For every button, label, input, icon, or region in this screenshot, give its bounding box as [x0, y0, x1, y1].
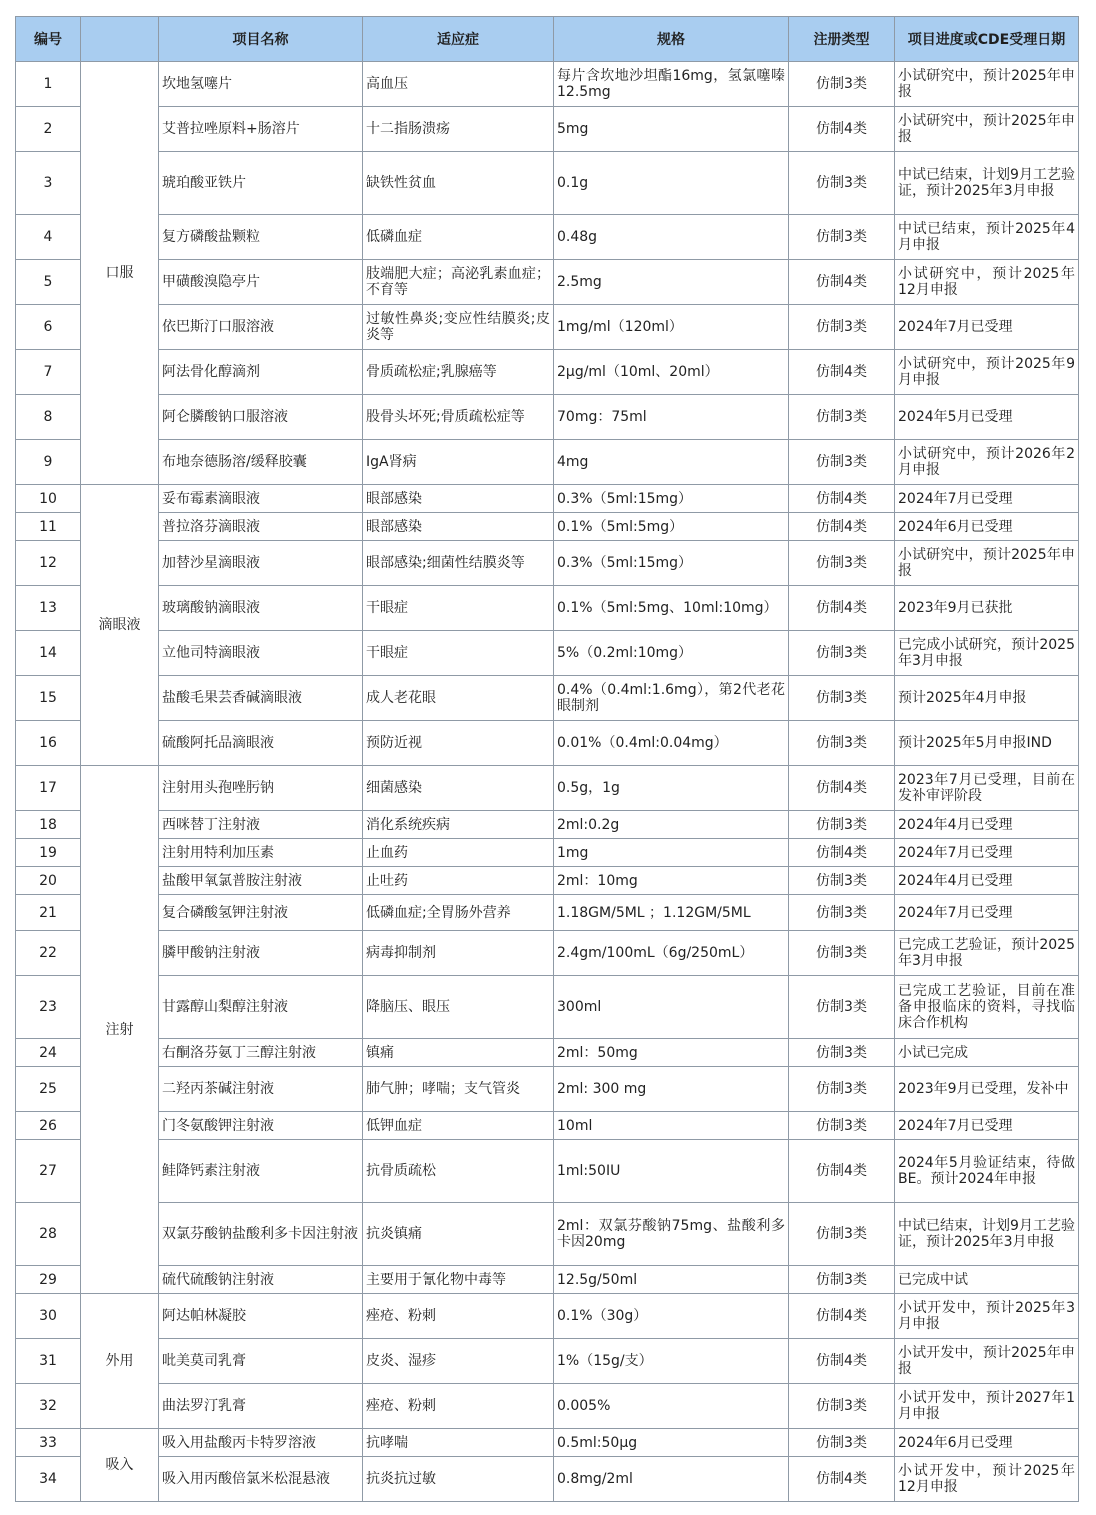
progress-cell: 小试研究中，预计2025年申报 [895, 541, 1079, 586]
table-row [16, 1112, 1079, 1140]
project-name-cell: 曲法罗汀乳膏 [159, 1384, 363, 1429]
specification-cell: 0.5ml:50μg [554, 1429, 789, 1457]
progress-cell: 2024年5月已受理 [895, 395, 1079, 440]
drug-pipeline-table [15, 16, 1079, 1502]
project-name-cell: 阿法骨化醇滴剂 [159, 350, 363, 395]
specification-cell: 0.1g [554, 152, 789, 215]
table-row [16, 1067, 1079, 1112]
registration-type-cell: 仿制3类 [789, 215, 895, 260]
specification-cell: 2ml：10mg [554, 867, 789, 895]
table-row [16, 1339, 1079, 1384]
project-name-cell: 二羟丙茶碱注射液 [159, 1067, 363, 1112]
specification-cell: 0.005% [554, 1384, 789, 1429]
specification-cell: 0.48g [554, 215, 789, 260]
table-row [16, 215, 1079, 260]
progress-cell: 小试研究中，预计2025年申报 [895, 107, 1079, 152]
project-name-cell: 加替沙星滴眼液 [159, 541, 363, 586]
registration-type-cell: 仿制3类 [789, 1266, 895, 1294]
progress-cell: 2023年9月已受理，发补中 [895, 1067, 1079, 1112]
project-name-cell: 玻璃酸钠滴眼液 [159, 586, 363, 631]
project-name-cell: 阿仑膦酸钠口服溶液 [159, 395, 363, 440]
registration-type-cell: 仿制3类 [789, 440, 895, 485]
header-number: 编号 [16, 17, 81, 62]
registration-type-cell: 仿制3类 [789, 721, 895, 766]
indication-cell: 痤疮、粉刺 [363, 1384, 554, 1429]
specification-cell: 0.1%（30g） [554, 1294, 789, 1339]
progress-cell: 已完成工艺验证，目前在准备申报临床的资料，寻找临床合作机构 [895, 976, 1079, 1039]
row-number: 24 [16, 1039, 81, 1067]
indication-cell: 预防近视 [363, 721, 554, 766]
row-number: 27 [16, 1140, 81, 1203]
specification-cell: 2.5mg [554, 260, 789, 305]
progress-cell: 已完成中试 [895, 1266, 1079, 1294]
registration-type-cell: 仿制4类 [789, 1294, 895, 1339]
table-row [16, 305, 1079, 350]
table-row [16, 931, 1079, 976]
progress-cell: 2024年5月验证结束，待做BE。预计2024年申报 [895, 1140, 1079, 1203]
category-cell: 吸入 [81, 1429, 159, 1502]
progress-cell: 小试研究中，预计2025年9月申报 [895, 350, 1079, 395]
table-row [16, 485, 1079, 513]
registration-type-cell: 仿制4类 [789, 1140, 895, 1203]
specification-cell: 5%（0.2ml:10mg） [554, 631, 789, 676]
specification-cell: 0.4%（0.4ml:1.6mg），第2代老花眼制剂 [554, 676, 789, 721]
row-number: 11 [16, 513, 81, 541]
row-number: 8 [16, 395, 81, 440]
specification-cell: 12.5g/50ml [554, 1266, 789, 1294]
progress-cell: 2024年7月已受理 [895, 305, 1079, 350]
indication-cell: 低钾血症 [363, 1112, 554, 1140]
table-row [16, 839, 1079, 867]
registration-type-cell: 仿制4类 [789, 485, 895, 513]
category-cell: 滴眼液 [81, 485, 159, 766]
project-name-cell: 妥布霉素滴眼液 [159, 485, 363, 513]
progress-cell: 小试开发中，预计2027年1月申报 [895, 1384, 1079, 1429]
project-name-cell: 注射用头孢唑肟钠 [159, 766, 363, 811]
indication-cell: 干眼症 [363, 631, 554, 676]
header-registration-type: 注册类型 [789, 17, 895, 62]
indication-cell: 低磷血症 [363, 215, 554, 260]
project-name-cell: 盐酸毛果芸香碱滴眼液 [159, 676, 363, 721]
table-container [15, 16, 1078, 1502]
row-number: 16 [16, 721, 81, 766]
header-category [81, 17, 159, 62]
progress-cell: 2024年7月已受理 [895, 839, 1079, 867]
row-number: 9 [16, 440, 81, 485]
indication-cell: 痤疮、粉刺 [363, 1294, 554, 1339]
project-name-cell: 甘露醇山梨醇注射液 [159, 976, 363, 1039]
progress-cell: 2024年6月已受理 [895, 513, 1079, 541]
table-row [16, 976, 1079, 1039]
project-name-cell: 甲磺酸溴隐亭片 [159, 260, 363, 305]
progress-cell: 小试研究中，预计2025年12月申报 [895, 260, 1079, 305]
header-indication: 适应症 [363, 17, 554, 62]
indication-cell: 骨质疏松症;乳腺癌等 [363, 350, 554, 395]
project-name-cell: 吸入用丙酸倍氯米松混悬液 [159, 1457, 363, 1502]
row-number: 14 [16, 631, 81, 676]
project-name-cell: 普拉洛芬滴眼液 [159, 513, 363, 541]
table-row [16, 867, 1079, 895]
registration-type-cell: 仿制3类 [789, 1112, 895, 1140]
row-number: 12 [16, 541, 81, 586]
progress-cell: 2024年7月已受理 [895, 485, 1079, 513]
progress-cell: 2024年6月已受理 [895, 1429, 1079, 1457]
specification-cell: 0.3%（5ml:15mg） [554, 541, 789, 586]
row-number: 21 [16, 895, 81, 931]
progress-cell: 小试开发中，预计2025年申报 [895, 1339, 1079, 1384]
table-row [16, 1384, 1079, 1429]
indication-cell: 高血压 [363, 62, 554, 107]
specification-cell: 4mg [554, 440, 789, 485]
row-number: 10 [16, 485, 81, 513]
table-row [16, 513, 1079, 541]
indication-cell: 消化系统疾病 [363, 811, 554, 839]
registration-type-cell: 仿制3类 [789, 305, 895, 350]
specification-cell: 1%（15g/支） [554, 1339, 789, 1384]
progress-cell: 2023年7月已受理，目前在发补审评阶段 [895, 766, 1079, 811]
registration-type-cell: 仿制3类 [789, 541, 895, 586]
indication-cell: 缺铁性贫血 [363, 152, 554, 215]
row-number: 7 [16, 350, 81, 395]
progress-cell: 2024年7月已受理 [895, 1112, 1079, 1140]
specification-cell: 70mg：75ml [554, 395, 789, 440]
header-project-name: 项目名称 [159, 17, 363, 62]
specification-cell: 2ml：双氯芬酸钠75mg、盐酸利多卡因20mg [554, 1203, 789, 1266]
indication-cell: 止吐药 [363, 867, 554, 895]
registration-type-cell: 仿制4类 [789, 107, 895, 152]
progress-cell: 小试开发中，预计2025年3月申报 [895, 1294, 1079, 1339]
table-row [16, 676, 1079, 721]
table-row [16, 1203, 1079, 1266]
registration-type-cell: 仿制3类 [789, 631, 895, 676]
table-row [16, 62, 1079, 107]
specification-cell: 2ml: 300 mg [554, 1067, 789, 1112]
table-row [16, 721, 1079, 766]
progress-cell: 2024年4月已受理 [895, 811, 1079, 839]
row-number: 28 [16, 1203, 81, 1266]
indication-cell: 止血药 [363, 839, 554, 867]
row-number: 20 [16, 867, 81, 895]
project-name-cell: 复合磷酸氢钾注射液 [159, 895, 363, 931]
project-name-cell: 硫代硫酸钠注射液 [159, 1266, 363, 1294]
project-name-cell: 西咪替丁注射液 [159, 811, 363, 839]
progress-cell: 中试已结束，计划9月工艺验证，预计2025年3月申报 [895, 152, 1079, 215]
header-specification: 规格 [554, 17, 789, 62]
project-name-cell: 琥珀酸亚铁片 [159, 152, 363, 215]
specification-cell: 1ml:50IU [554, 1140, 789, 1203]
registration-type-cell: 仿制4类 [789, 1339, 895, 1384]
progress-cell: 已完成小试研究，预计2025年3月申报 [895, 631, 1079, 676]
registration-type-cell: 仿制3类 [789, 1203, 895, 1266]
specification-cell: 0.3%（5ml:15mg） [554, 485, 789, 513]
registration-type-cell: 仿制4类 [789, 839, 895, 867]
row-number: 23 [16, 976, 81, 1039]
table-row [16, 586, 1079, 631]
row-number: 5 [16, 260, 81, 305]
indication-cell: 病毒抑制剂 [363, 931, 554, 976]
specification-cell: 0.8mg/2ml [554, 1457, 789, 1502]
progress-cell: 中试已结束，计划9月工艺验证，预计2025年3月申报 [895, 1203, 1079, 1266]
project-name-cell: 复方磷酸盐颗粒 [159, 215, 363, 260]
table-row [16, 395, 1079, 440]
indication-cell: 肢端肥大症；高泌乳素血症；不育等 [363, 260, 554, 305]
row-number: 26 [16, 1112, 81, 1140]
specification-cell: 1mg [554, 839, 789, 867]
registration-type-cell: 仿制3类 [789, 1039, 895, 1067]
progress-cell: 小试研究中，预计2025年申报 [895, 62, 1079, 107]
table-row [16, 152, 1079, 215]
indication-cell: 眼部感染 [363, 485, 554, 513]
row-number: 32 [16, 1384, 81, 1429]
row-number: 19 [16, 839, 81, 867]
row-number: 30 [16, 1294, 81, 1339]
table-row [16, 1294, 1079, 1339]
table-header-row [16, 17, 1079, 62]
project-name-cell: 吸入用盐酸丙卡特罗溶液 [159, 1429, 363, 1457]
indication-cell: 成人老花眼 [363, 676, 554, 721]
table-row [16, 541, 1079, 586]
indication-cell: 干眼症 [363, 586, 554, 631]
specification-cell: 300ml [554, 976, 789, 1039]
table-row [16, 1457, 1079, 1502]
registration-type-cell: 仿制3类 [789, 811, 895, 839]
indication-cell: 十二指肠溃疡 [363, 107, 554, 152]
progress-cell: 小试开发中，预计2025年12月申报 [895, 1457, 1079, 1502]
row-number: 6 [16, 305, 81, 350]
row-number: 22 [16, 931, 81, 976]
table-row [16, 1266, 1079, 1294]
indication-cell: 肺气肿；哮喘；支气管炎 [363, 1067, 554, 1112]
progress-cell: 2024年4月已受理 [895, 867, 1079, 895]
registration-type-cell: 仿制4类 [789, 766, 895, 811]
indication-cell: IgA肾病 [363, 440, 554, 485]
registration-type-cell: 仿制4类 [789, 350, 895, 395]
registration-type-cell: 仿制3类 [789, 62, 895, 107]
table-row [16, 766, 1079, 811]
table-row [16, 811, 1079, 839]
specification-cell: 5mg [554, 107, 789, 152]
project-name-cell: 门冬氨酸钾注射液 [159, 1112, 363, 1140]
registration-type-cell: 仿制3类 [789, 1384, 895, 1429]
project-name-cell: 膦甲酸钠注射液 [159, 931, 363, 976]
table-row [16, 107, 1079, 152]
specification-cell: 2μg/ml（10ml、20ml） [554, 350, 789, 395]
indication-cell: 抗哮喘 [363, 1429, 554, 1457]
table-body [16, 62, 1079, 1502]
indication-cell: 降脑压、眼压 [363, 976, 554, 1039]
table-row [16, 260, 1079, 305]
indication-cell: 抗炎抗过敏 [363, 1457, 554, 1502]
registration-type-cell: 仿制4类 [789, 1457, 895, 1502]
specification-cell: 0.1%（5ml:5mg、10ml:10mg） [554, 586, 789, 631]
specification-cell: 1.18GM/5ML ；1.12GM/5ML [554, 895, 789, 931]
project-name-cell: 右酮洛芬氨丁三醇注射液 [159, 1039, 363, 1067]
registration-type-cell: 仿制4类 [789, 586, 895, 631]
progress-cell: 小试研究中，预计2026年2月申报 [895, 440, 1079, 485]
registration-type-cell: 仿制3类 [789, 895, 895, 931]
project-name-cell: 依巴斯汀口服溶液 [159, 305, 363, 350]
specification-cell: 0.5g，1g [554, 766, 789, 811]
header-progress: 项目进度或CDE受理日期 [895, 17, 1079, 62]
category-cell: 口服 [81, 62, 159, 485]
table-row [16, 350, 1079, 395]
table-row [16, 440, 1079, 485]
specification-cell: 0.01%（0.4ml:0.04mg） [554, 721, 789, 766]
registration-type-cell: 仿制3类 [789, 1067, 895, 1112]
project-name-cell: 坎地氢噻片 [159, 62, 363, 107]
registration-type-cell: 仿制3类 [789, 931, 895, 976]
project-name-cell: 盐酸甲氧氯普胺注射液 [159, 867, 363, 895]
table-row [16, 631, 1079, 676]
progress-cell: 预计2025年4月申报 [895, 676, 1079, 721]
specification-cell: 2.4gm/100mL（6g/250mL） [554, 931, 789, 976]
indication-cell: 抗骨质疏松 [363, 1140, 554, 1203]
indication-cell: 低磷血症;全胃肠外营养 [363, 895, 554, 931]
registration-type-cell: 仿制3类 [789, 676, 895, 721]
indication-cell: 过敏性鼻炎;变应性结膜炎;皮炎等 [363, 305, 554, 350]
registration-type-cell: 仿制3类 [789, 1429, 895, 1457]
specification-cell: 0.1%（5ml:5mg） [554, 513, 789, 541]
indication-cell: 镇痛 [363, 1039, 554, 1067]
specification-cell: 每片含坎地沙坦酯16mg，氢氯噻嗪12.5mg [554, 62, 789, 107]
registration-type-cell: 仿制4类 [789, 260, 895, 305]
progress-cell: 2024年7月已受理 [895, 895, 1079, 931]
registration-type-cell: 仿制3类 [789, 152, 895, 215]
project-name-cell: 布地奈德肠溶/缓释胶囊 [159, 440, 363, 485]
table-row [16, 895, 1079, 931]
registration-type-cell: 仿制4类 [789, 513, 895, 541]
specification-cell: 10ml [554, 1112, 789, 1140]
project-name-cell: 鲑降钙素注射液 [159, 1140, 363, 1203]
specification-cell: 1mg/ml（120ml） [554, 305, 789, 350]
row-number: 31 [16, 1339, 81, 1384]
progress-cell: 小试已完成 [895, 1039, 1079, 1067]
category-cell: 注射 [81, 766, 159, 1294]
specification-cell: 2ml：50mg [554, 1039, 789, 1067]
table-row [16, 1039, 1079, 1067]
row-number: 3 [16, 152, 81, 215]
progress-cell: 2023年9月已获批 [895, 586, 1079, 631]
row-number: 34 [16, 1457, 81, 1502]
row-number: 4 [16, 215, 81, 260]
project-name-cell: 硫酸阿托品滴眼液 [159, 721, 363, 766]
project-name-cell: 吡美莫司乳膏 [159, 1339, 363, 1384]
indication-cell: 眼部感染;细菌性结膜炎等 [363, 541, 554, 586]
indication-cell: 眼部感染 [363, 513, 554, 541]
row-number: 33 [16, 1429, 81, 1457]
row-number: 1 [16, 62, 81, 107]
project-name-cell: 立他司特滴眼液 [159, 631, 363, 676]
row-number: 13 [16, 586, 81, 631]
category-cell: 外用 [81, 1294, 159, 1429]
project-name-cell: 注射用特利加压素 [159, 839, 363, 867]
table-row [16, 1140, 1079, 1203]
row-number: 2 [16, 107, 81, 152]
indication-cell: 细菌感染 [363, 766, 554, 811]
project-name-cell: 阿达帕林凝胶 [159, 1294, 363, 1339]
project-name-cell: 双氯芬酸钠盐酸利多卡因注射液 [159, 1203, 363, 1266]
table-row [16, 1429, 1079, 1457]
row-number: 15 [16, 676, 81, 721]
row-number: 17 [16, 766, 81, 811]
progress-cell: 预计2025年5月申报IND [895, 721, 1079, 766]
registration-type-cell: 仿制3类 [789, 976, 895, 1039]
indication-cell: 皮炎、湿疹 [363, 1339, 554, 1384]
registration-type-cell: 仿制3类 [789, 867, 895, 895]
row-number: 29 [16, 1266, 81, 1294]
specification-cell: 2ml:0.2g [554, 811, 789, 839]
project-name-cell: 艾普拉唑原料+肠溶片 [159, 107, 363, 152]
row-number: 18 [16, 811, 81, 839]
row-number: 25 [16, 1067, 81, 1112]
progress-cell: 已完成工艺验证，预计2025年3月申报 [895, 931, 1079, 976]
registration-type-cell: 仿制3类 [789, 395, 895, 440]
progress-cell: 中试已结束，预计2025年4月申报 [895, 215, 1079, 260]
indication-cell: 抗炎镇痛 [363, 1203, 554, 1266]
indication-cell: 主要用于氰化物中毒等 [363, 1266, 554, 1294]
indication-cell: 股骨头坏死;骨质疏松症等 [363, 395, 554, 440]
